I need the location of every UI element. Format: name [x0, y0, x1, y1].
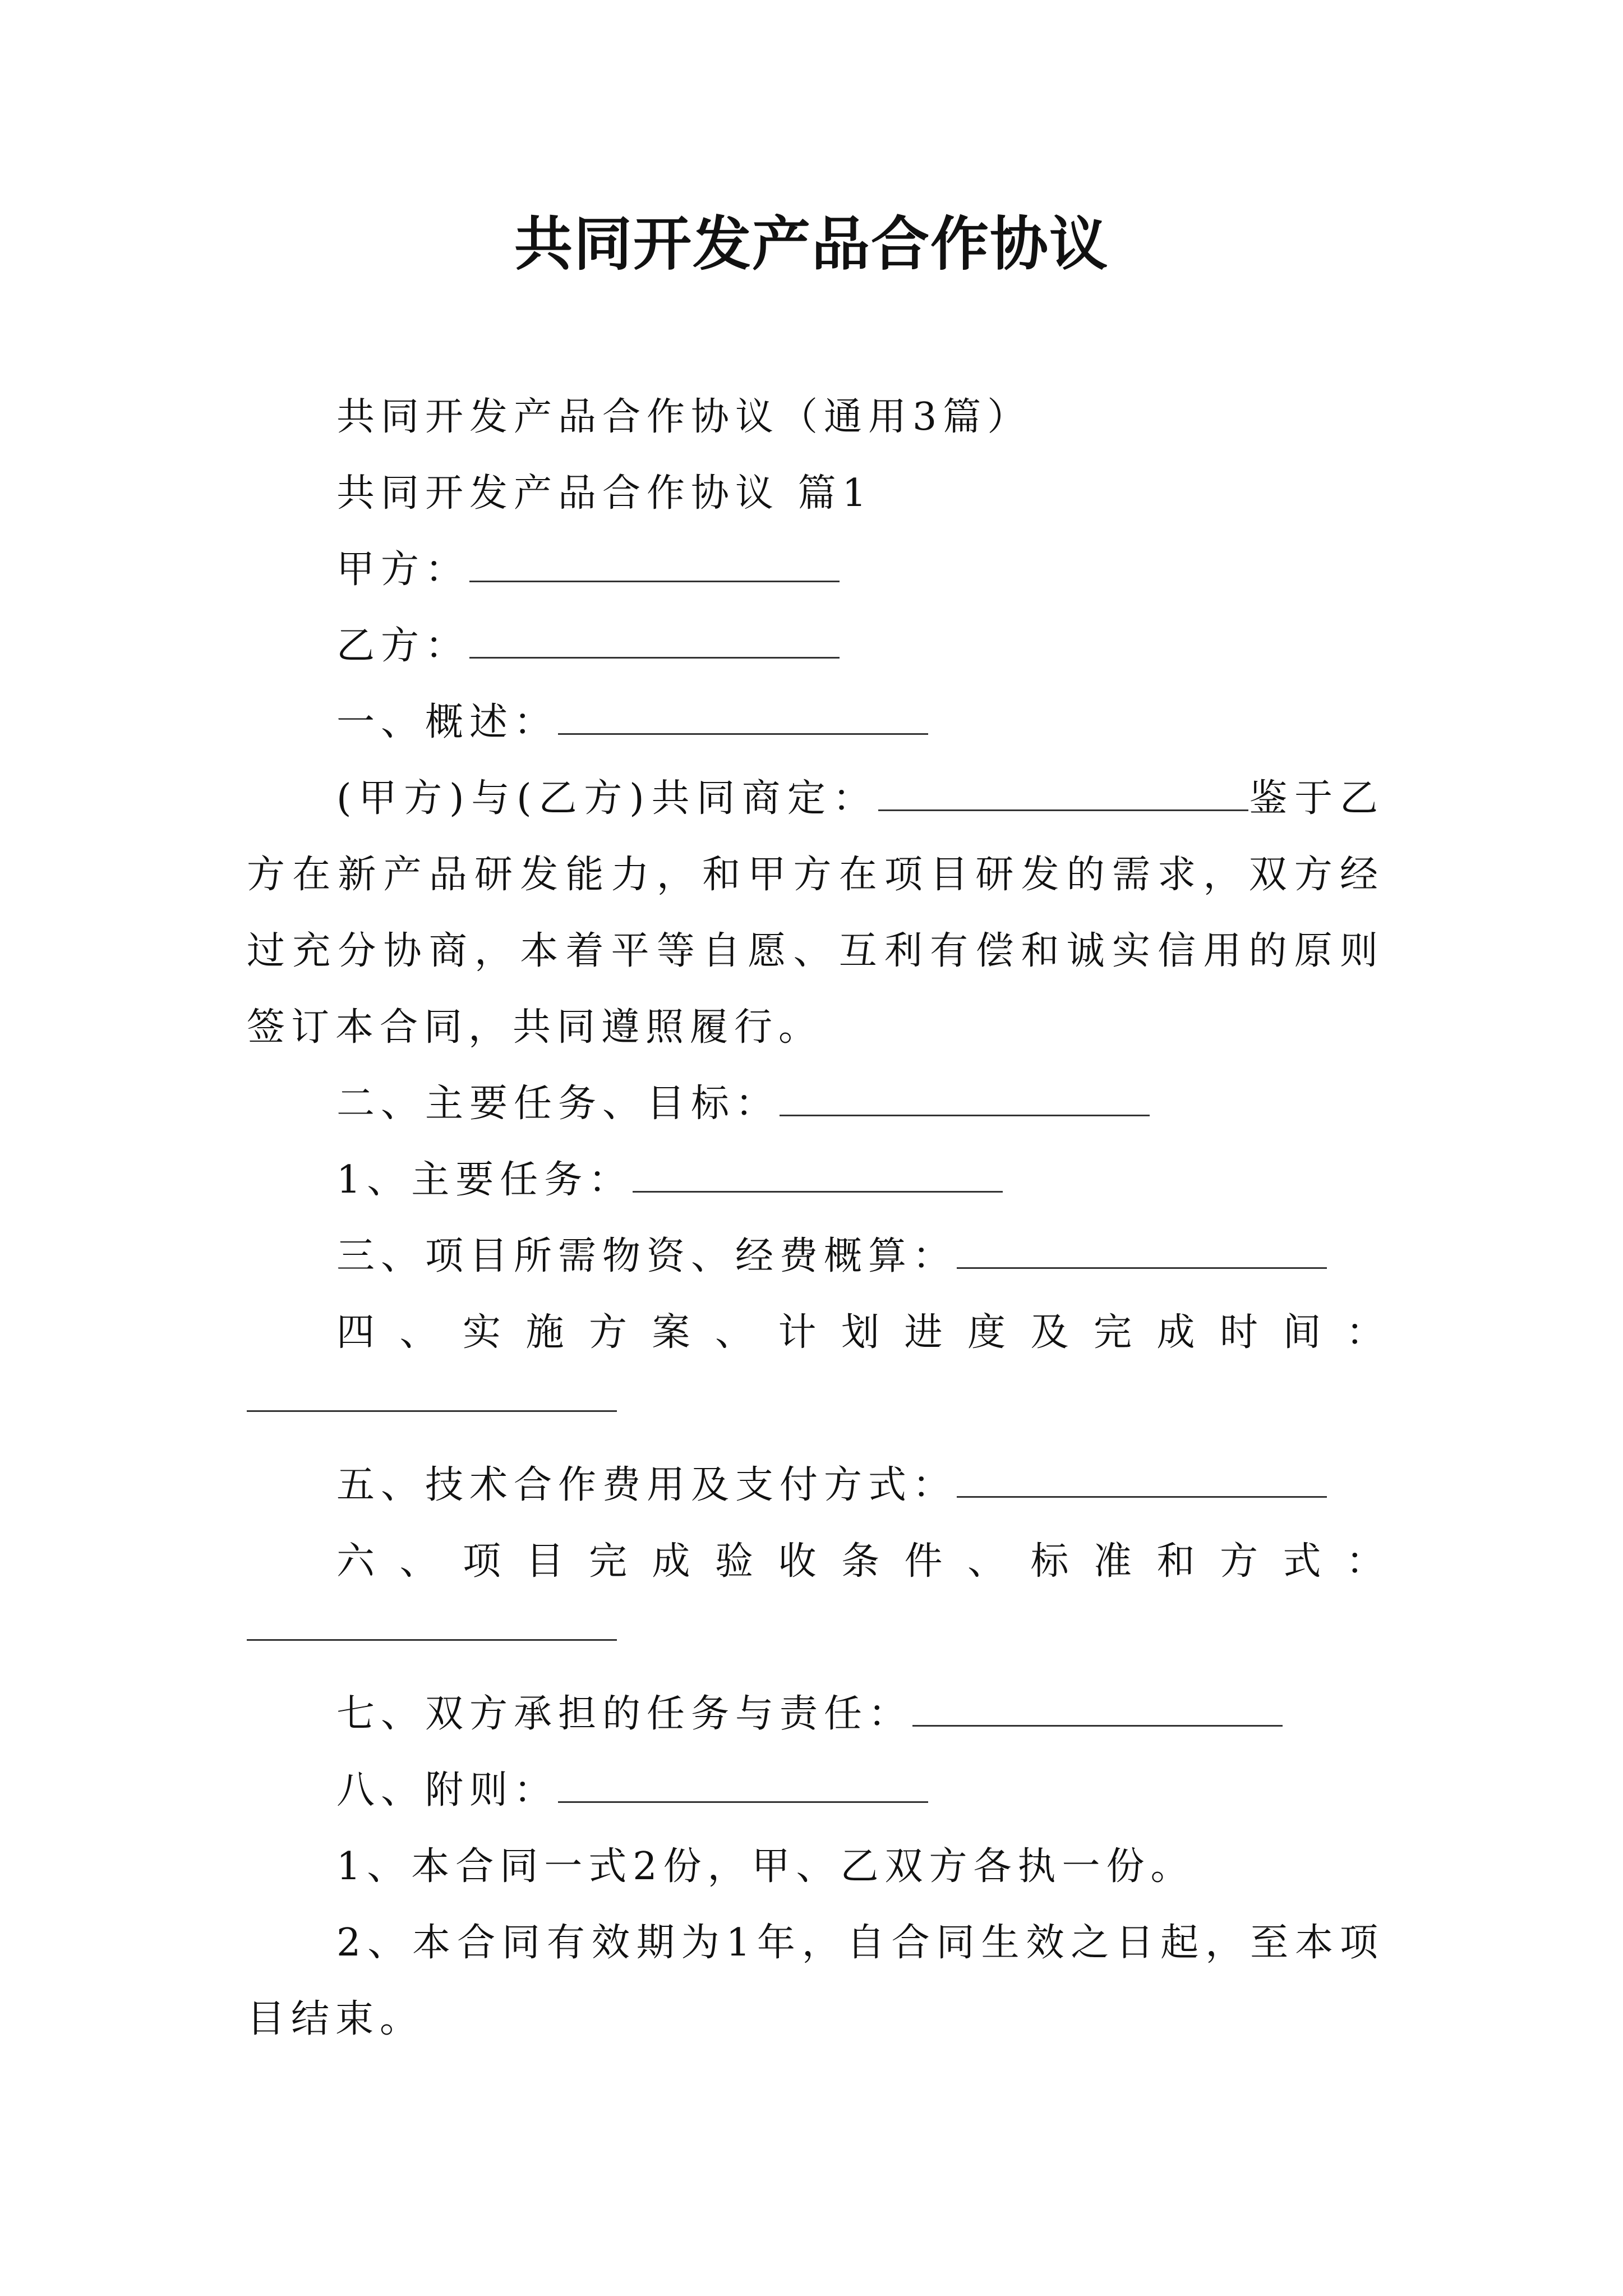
overview-paragraph: [247, 761, 1384, 1066]
party-a-line: [247, 532, 1384, 608]
item6-label: 六、项目完成验收条件、标准和方式：: [336, 1539, 1384, 1584]
item4-blank: [247, 1382, 617, 1412]
clause-1: 1、本合同一式2份，甲、乙双方各执一份。: [336, 1844, 1195, 1889]
party-b-label: 乙方：: [336, 624, 470, 668]
party-b-blank: [469, 629, 840, 659]
item6-line: [247, 1524, 1384, 1600]
item6-blank-line: [247, 1600, 1384, 1676]
item4-line: [247, 1295, 1384, 1371]
item7-line: [247, 1676, 1384, 1752]
document-body: [247, 379, 1384, 2058]
party-a-blank: [469, 553, 840, 582]
item5-blank: [957, 1468, 1327, 1498]
document-subtitle: 共同开发产品合作协议（通用3篇）: [336, 395, 1032, 439]
item3-blank: [957, 1239, 1327, 1269]
party-b-line: [247, 608, 1384, 684]
overview-text: 鉴于乙方在新产品研发能力，和甲方在项目研发的需求，双方经过充分协商，本着平等自愿、互利有偿和诚实信用的原则签订本合同，共同遵照履行。: [247, 776, 1384, 1050]
item2-1-blank: [633, 1163, 1003, 1193]
item5-label: 五、技术合作费用及支付方式：: [336, 1463, 957, 1507]
item4-blank-line: [247, 1371, 1384, 1447]
item8-blank: [558, 1773, 928, 1803]
section-heading: 共同开发产品合作协议 篇1: [336, 471, 873, 516]
item2-1-line: [247, 1142, 1384, 1218]
item2-blank: [780, 1087, 1150, 1116]
item5-line: [247, 1447, 1384, 1524]
item2-label: 二、主要任务、目标：: [336, 1082, 780, 1126]
overview-prefix: (甲方)与(乙方)共同商定：: [336, 776, 878, 821]
overview-agreement-blank: [878, 781, 1248, 811]
overview-label: 一、概述：: [336, 700, 559, 744]
item3-label: 三、项目所需物资、经费概算：: [336, 1234, 957, 1278]
clause-2: 2、本合同有效期为1年，自合同生效之日起，至本项目结束。: [247, 1921, 1384, 2041]
item3-line: [247, 1218, 1384, 1295]
item7-blank: [912, 1697, 1283, 1727]
item7-label: 七、双方承担的任务与责任：: [336, 1692, 913, 1736]
item8-label: 八、附则：: [336, 1768, 559, 1812]
overview-blank: [558, 705, 928, 735]
item6-blank: [247, 1611, 617, 1641]
overview-line: [247, 684, 1384, 761]
party-a-label: 甲方：: [336, 547, 470, 592]
item2-line: [247, 1066, 1384, 1142]
item8-line: [247, 1752, 1384, 1829]
item2-1-label: 1、主要任务：: [336, 1158, 633, 1202]
document-title: 共同开发产品合作协议: [514, 210, 1109, 278]
item4-label: 四、实施方案、计划进度及完成时间：: [336, 1310, 1384, 1355]
